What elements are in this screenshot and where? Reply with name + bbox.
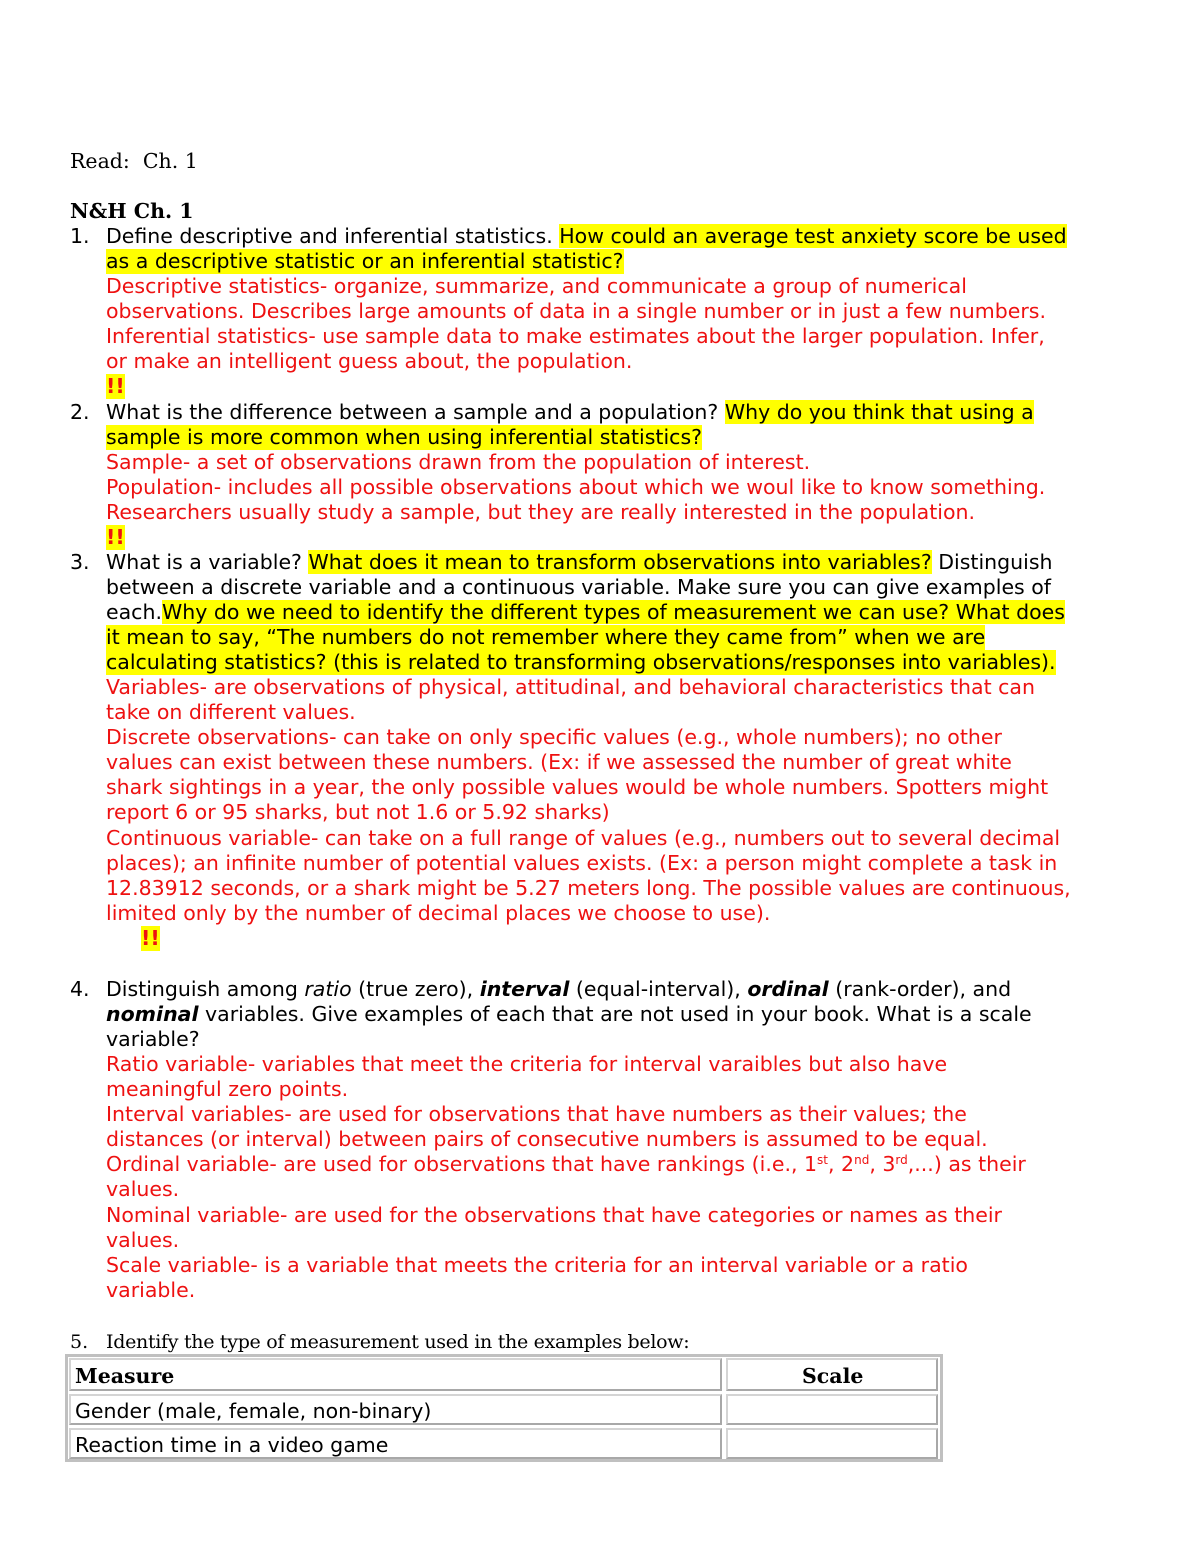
q3-answer-line: Variables- are observations of physical, attitudinal, and behavioral characteristics that can [106, 675, 1035, 699]
q2-answer-line: Sample- a set of observations drawn from the population of interest. [106, 450, 811, 474]
table-header-measure: Measure [75, 1364, 175, 1388]
q3-line-2: between a discrete variable and a continuous variable. Make sure you can give examples of [106, 575, 1052, 599]
q1-highlight-2: as a descriptive statistic or an inferential statistic? [106, 249, 624, 273]
q4-answer-line: variable. [106, 1278, 196, 1302]
table-cell-scale-input[interactable] [726, 1428, 938, 1459]
table-cell-scale-input[interactable] [726, 1394, 938, 1425]
q4-answer-line: Nominal variable- are used for the observations that have categories or names as their [106, 1203, 1002, 1227]
q3-question-a: What is a variable? [106, 550, 302, 574]
q3-answer-line: Discrete observations- can take on only specific values (e.g., whole numbers); no other [106, 725, 1002, 749]
q4-text: Distinguish among [106, 977, 305, 1001]
q3-line-4-highlight: it mean to say, “The numbers do not remember where they came from” when we are [106, 625, 986, 649]
q4-term-interval: interval [479, 977, 570, 1001]
q2-answer-line: Population- includes all possible observations about which we woul like to know something. [106, 475, 1046, 499]
q4-term-ratio: ratio [304, 977, 352, 1001]
q1-number: 1. [70, 224, 90, 248]
q5-question: Identify the type of measurement used in the examples below: [106, 1331, 690, 1353]
table-header-cell [69, 1358, 722, 1391]
q3-answer-line: take on different values. [106, 700, 356, 724]
q4-ordinal-text: , 2 [828, 1152, 855, 1176]
q4-answer-line: values. [106, 1177, 180, 1201]
q2-answer-line: Researchers usually study a sample, but they are really interested in the population. [106, 500, 976, 524]
q4-answer-line: values. [106, 1228, 180, 1252]
q3-answer-line: 12.83912 seconds, or a shark might be 5.27 meters long. The possible values are continuous, [106, 876, 1071, 900]
q4-line-3: variable? [106, 1027, 200, 1051]
q4-answer-line: Ratio variable- variables that meet the criteria for interval varaibles but also have [106, 1052, 948, 1076]
read-label: Read: [70, 149, 130, 173]
table-row [69, 1394, 722, 1425]
section-title: N&H Ch. 1 [70, 199, 194, 223]
q4-text: (equal-interval), [569, 977, 748, 1001]
q4-answer-line: Interval variables- are used for observations that have numbers as their values; the [106, 1102, 967, 1126]
q4-text: variables. Give examples of each that are not used in your book. What is a scale [198, 1002, 1032, 1026]
table-row [69, 1428, 722, 1459]
q3-line-5-highlight: calculating statistics? (this is related to transforming observations/responses into variables). [106, 650, 1056, 674]
q3-mark: !! [141, 926, 160, 950]
q4-term-nominal: nominal [106, 1002, 199, 1026]
q3-answer-line: limited only by the number of decimal places we choose to use). [106, 901, 771, 925]
q3-answer-line: shark sightings in a year, the only possible values would be whole numbers. Spotters might [106, 775, 1049, 799]
q3-answer-line: values can exist between these numbers. (Ex: if we assessed the number of great white [106, 750, 1012, 774]
q4-number: 4. [70, 977, 90, 1001]
q2-number: 2. [70, 400, 90, 424]
q5-number: 5. [70, 1331, 89, 1353]
q4-answer-line: meaningful zero points. [106, 1077, 349, 1101]
q3-answer-line: report 6 or 95 sharks, but not 1.6 or 5.92 sharks) [106, 800, 610, 824]
q4-ordinal-text: ,...) as their [907, 1152, 1026, 1176]
q3-number: 3. [70, 550, 90, 574]
table-header-cell [726, 1358, 938, 1391]
q4-sup: st [817, 1153, 829, 1167]
q4-text: (true zero), [351, 977, 480, 1001]
q2-highlight-1: Why do you think that using a [724, 400, 1034, 424]
q1-answer-line: Descriptive statistics- organize, summarize, and communicate a group of numerical [106, 274, 967, 298]
table-header-scale: Scale [802, 1364, 864, 1388]
q4-ordinal-text: , 3 [869, 1152, 896, 1176]
q4-sup: nd [854, 1153, 870, 1167]
q4-answer-line: distances (or interval) between pairs of consecutive numbers is assumed to be equal. [106, 1127, 988, 1151]
q1-mark: !! [106, 374, 125, 398]
table-cell-measure: Gender (male, female, non-binary) [75, 1399, 432, 1423]
q3-highlight-a: What does it mean to transform observations into variables? [308, 550, 932, 574]
q4-answer-line: Scale variable- is a variable that meets the criteria for an interval variable or a ratio [106, 1253, 968, 1277]
q2-mark: !! [106, 525, 125, 549]
q3-question-b: Distinguish [938, 550, 1053, 574]
q2-question: What is the difference between a sample and a population? [106, 400, 719, 424]
q1-answer-line: or make an intelligent guess about, the population. [106, 349, 633, 373]
q4-ordinal-text: Ordinal variable- are used for observations that have rankings (i.e., 1 [106, 1152, 818, 1176]
q3-answer-line: places); an infinite number of potential values exists. (Ex: a person might complete a task in [106, 851, 1058, 875]
table-cell-measure: Reaction time in a video game [75, 1433, 389, 1457]
q1-answer-line: Inferential statistics- use sample data to make estimates about the larger population. Infer, [106, 324, 1045, 348]
q4-term-ordinal: ordinal [747, 977, 829, 1001]
read-value: Ch. 1 [142, 149, 198, 173]
q3-line-3-highlight: Why do we need to identify the different types of measurement we can use? What does [161, 600, 1065, 624]
q2-highlight-2: sample is more common when using inferential statistics? [106, 425, 703, 449]
q4-sup: rd [895, 1153, 908, 1167]
read-line [70, 149, 198, 174]
measurement-table [65, 1354, 943, 1462]
q1-answer-line: observations. Describes large amounts of data in a single number or in just a few numbers. [106, 299, 1046, 323]
q4-text: (rank-order), and [828, 977, 1012, 1001]
q1-highlight-1: How could an average test anxiety score be used [559, 224, 1067, 248]
q3-line-3-plain: each. [106, 600, 162, 624]
q3-answer-line: Continuous variable- can take on a full range of values (e.g., numbers out to several decimal [106, 826, 1061, 850]
q1-question: Define descriptive and inferential statistics. [106, 224, 553, 248]
